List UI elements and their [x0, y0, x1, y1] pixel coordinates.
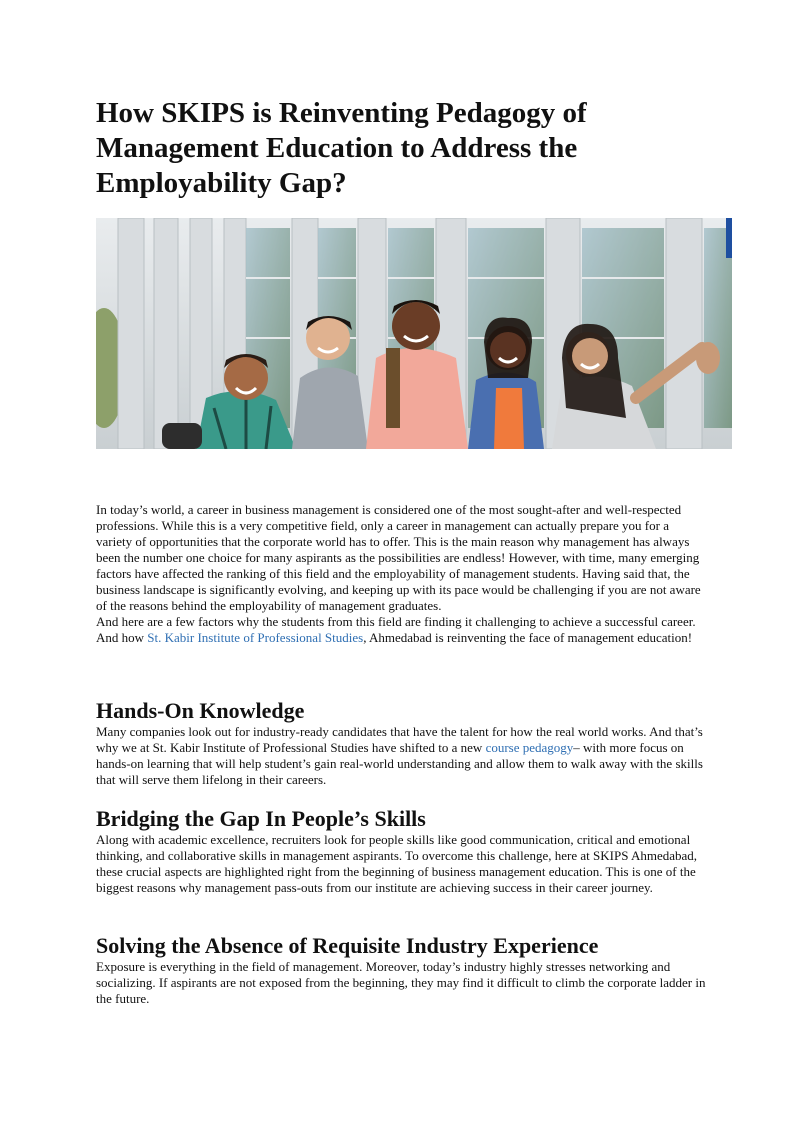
section-industry-experience: [96, 933, 706, 1007]
section-heading: Solving the Absence of Requisite Industry Experience: [96, 933, 599, 958]
section-text: Exposure is everything in the field of management. Moreover, today’s industry highly stresses networking and socializing. If aspirants are not exposed from the beginning, they may find it difficult to climb the corporate ladder in the future.: [96, 959, 706, 1006]
intro-paragraph: In today’s world, a career in business management is considered one of the most sought-after and well-respected professions. While this is a very competitive field, only a career in management can actually prepare you for a variety of opportunities that the corporate world has to offer. This is the main reason why management has always been the number one choice for many aspirants as the possibilities are endless! However, with time, many emerging factors have affected the ranking of this field and the employability of management students. Having said that, the business landscape is significantly evolving, and keeping up with its pace would be challenging if you are not aware of the reasons behind the employability of management graduates.: [96, 502, 701, 613]
course-pedagogy-link[interactable]: course pedagogy: [485, 740, 574, 755]
section-heading: Hands-On Knowledge: [96, 698, 305, 723]
intro: [96, 502, 706, 646]
intro-text-after: , Ahmedabad is reinventing the face of management education!: [363, 630, 693, 645]
intro-text-before: And here are a few factors why the students from this field are finding it challenging to achieve a successful career. And how: [96, 614, 696, 645]
hero-image: [96, 218, 732, 449]
section-text: [96, 724, 706, 788]
skips-link[interactable]: St. Kabir Institute of Professional Studies: [147, 630, 364, 645]
section-hands-on-knowledge: [96, 698, 706, 788]
section-text-after: – with more focus on hands-on learning that will help student’s gain real-world understanding and allow them to walk away with the skills that will serve them lifelong in their careers.: [96, 740, 703, 787]
intro-paragraph-2: [96, 614, 706, 646]
section-text: Along with academic excellence, recruiters look for people skills like good communication, critical and emotional thinking, and collaborative skills in management aspirants. To overcome this challenge, here at SKIPS Ahmedabad, these crucial aspects are highlighted right from the beginning of business management education. This is one of the biggest reasons why management pass-outs from our institute are achieving success in their career journey.: [96, 832, 698, 895]
article-title: How SKIPS is Reinventing Pedagogy of Management Education to Address the Employability Gap?: [96, 97, 587, 199]
section-heading: Bridging the Gap In People’s Skills: [96, 806, 426, 831]
section-people-skills: [96, 806, 706, 896]
section-text-before: Many companies look out for industry-ready candidates that have the talent for how the real world works. And that’s why we at St. Kabir Institute of Professional Studies have shifted to a new: [96, 724, 703, 755]
